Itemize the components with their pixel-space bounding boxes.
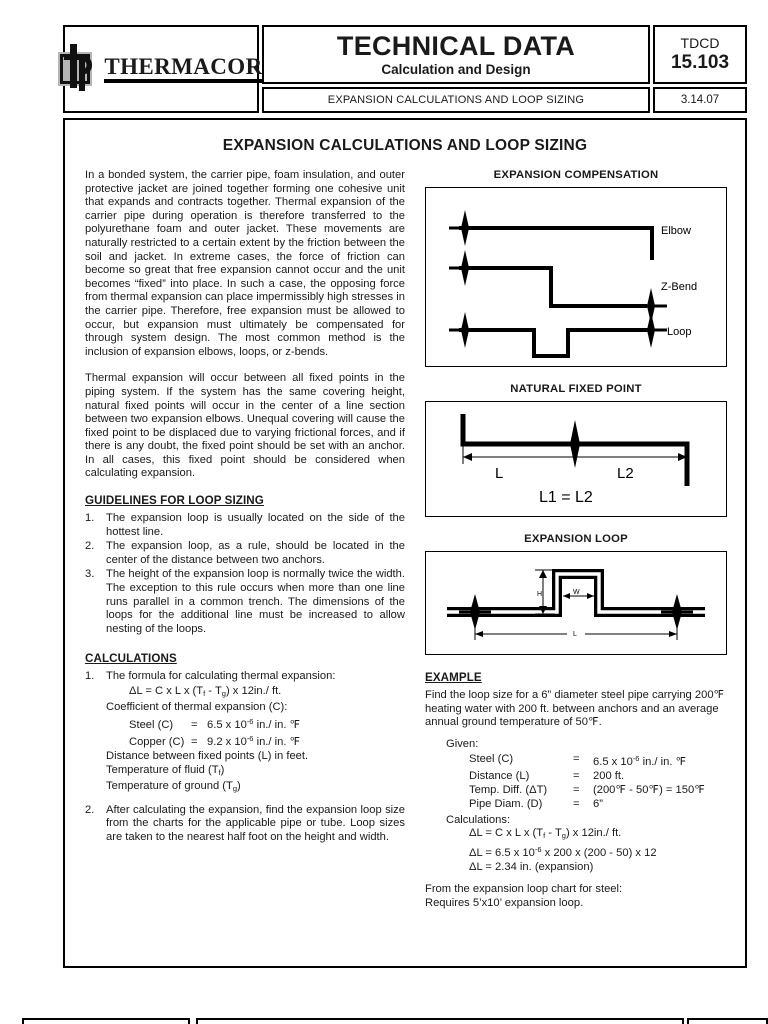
example-calc-line-2 [469,843,727,861]
list-marker: 1. [85,670,95,683]
steel-equals: = [191,718,198,731]
copper-value-pre: 9.2 x 10 [207,736,247,749]
example-calc-line-3: ΔL = 2.34 in. (expansion) [469,860,594,873]
figure-compensation-title: EXPANSION COMPENSATION [493,169,659,181]
figure-loop-title: EXPANSION LOOP [524,533,628,545]
figure-label-h: H [537,591,543,598]
given-label: Pipe Diam. (D) [469,797,543,810]
given-heading: Given: [446,737,479,750]
given-row [469,783,727,797]
figure-label-l: L [573,631,577,638]
list-text: The height of the expansion loop is normally twice the width. The exception to this rule occurs when more than one line runs parallel in a common trench. The dimensions of the loops for the additional line must be increased to allow nesting of the loops. [106,568,405,635]
calc-list-item-1 [85,670,405,684]
figure-natural-fixed-point [425,401,727,517]
ground-temp-post: ) [237,779,241,792]
list-item [85,512,405,539]
header-title-cell [262,25,650,84]
header-subtitle-text: EXPANSION CALCULATIONS AND LOOP SIZING [327,94,585,106]
list-item [85,540,405,567]
calc1-mid: - T [545,827,562,840]
given-label: Temp. Diff. (ΔT) [469,783,548,796]
coefficient-line: Coefficient of thermal expansion (C): [106,700,288,713]
figure-label-loop: Loop [667,326,692,338]
given-value: 200 ft. [593,769,625,782]
example-heading: EXAMPLE [425,671,482,684]
calc2-post: x 200 x (200 - 50) x 12 [541,847,657,860]
logo-cell [63,25,263,113]
copper-coefficient-row [129,732,405,750]
header-title-sub: Calculation and Design [381,62,531,78]
steel-value-post: in./ in. ℉ [253,718,301,731]
header-title-main: TECHNICAL DATA [336,30,576,61]
fluid-temp-post: ) [220,763,225,776]
copper-equals: = [191,736,198,749]
right-column [425,169,727,910]
given-equals: = [573,769,580,782]
fluid-temp-subscript: f [218,767,221,777]
given-label: Distance (L) [469,769,530,782]
given-row [469,797,727,811]
document-code-number: 15.103 [670,51,730,73]
calc1-pre: ΔL = C x L x (T [469,827,544,840]
guidelines-list [85,512,405,636]
formula-subscript-fluid: f [203,689,206,698]
list-text: The formula for calculating thermal expansion: [106,670,336,683]
calc2-pre: ΔL = 6.5 x 10 [469,847,535,860]
example-calc-line-1 [469,827,727,843]
expansion-formula [129,685,405,701]
next-page-code-cell [687,1018,768,1024]
header-middle-column [262,25,650,113]
list-marker: 1. [85,512,95,525]
figure-equation-l1-l2: L1 = L2 [539,489,593,506]
ground-temp-subscript: g [232,783,238,793]
fluid-temperature-definition [106,764,405,780]
given-equals: = [573,752,580,765]
formula-suffix: ) x 12in./ ft. [225,685,282,697]
calc-list-item-2 [85,804,405,845]
given-label: Steel (C) [469,752,514,765]
steel-value-pre: 6.5 x 10 [207,718,247,731]
list-text: The expansion loop is usually located on the side of the hottest line. [106,512,405,538]
example-conclusion-2: Requires 5’x10’ expansion loop. [425,896,584,909]
page-title: EXPANSION CALCULATIONS AND LOOP SIZING [222,137,588,154]
figure-fixed-point-title: NATURAL FIXED POINT [510,383,642,395]
logo-wordmark-wrap [104,55,262,83]
given-row [469,769,727,783]
header-right-column [653,25,747,113]
calculations-heading: CALCULATIONS [85,652,177,666]
list-marker: 3. [85,568,95,581]
copper-label: Copper (C) [129,736,185,749]
given-equals: = [573,783,580,796]
thermacor-tp-monogram-icon [55,42,101,97]
steel-value-exponent: -6 [246,716,254,726]
formula-subscript-ground: g [221,689,226,698]
guidelines-heading: GUIDELINES FOR LOOP SIZING [85,494,264,508]
document-code-cell [653,25,747,84]
header-subtitle-cell [262,87,650,113]
list-marker: 2. [85,803,95,816]
figure-label-l1: L [495,465,504,482]
calc2-exponent: -6 [534,845,542,855]
given-equals: = [573,797,580,810]
logo-underline-bar [104,79,262,83]
list-text: After calculating the expansion, find the expansion loop size from the charts for the applicable pipe or tube. Loop sizes are taken to the nearest half foot on the height and width. [106,803,405,843]
example-conclusion-1: From the expansion loop chart for steel: [425,882,623,895]
given-value-pre: 6.5 x 10 [593,755,633,768]
intro-paragraph-1: In a bonded system, the carrier pipe, foam insulation, and outer protective jacket are joined together forming one cohesive unit that expands and contracts together. Thermal expansion of the carrier pipe during operation is therefore transferred to the polyurethane foam and outer jacket. These movements are naturally restricted to a certain extent by the friction between the soil and jacket. In extreme cases, the force of friction can become so great that free expansion cannot occur and the unit becomes “fixed” into place. In such a case, the opposing force from thermal expansion can place impermissibly high stresses in the carrier pipe. Therefore, free expansion must be allowed to occur, but expansion must ultimately be compensated for through system design. The most common method is the inclusion of expansion elbows, loops, or z-bends. [85,169,405,358]
example-calc-heading: Calculations: [446,813,511,826]
left-column [85,169,405,910]
list-marker: 2. [85,540,95,553]
fluid-temp-pre: Temperature of fluid (T [106,763,219,776]
figure-label-w: W [573,589,580,596]
figure-expansion-compensation [425,187,727,367]
thermacor-logo [55,42,262,97]
formula-middle: - T [205,685,222,697]
content-box [63,118,747,968]
given-value [593,752,727,769]
steel-coefficient-row [129,715,405,733]
copper-value-post: in./ in. ℉ [253,736,301,749]
given-value-exponent: -6 [632,753,640,763]
ground-temperature-definition [106,780,405,796]
intro-paragraph-2: Thermal expansion will occur between all fixed points in the piping system. If the system has the same covering height, natural fixed points will occur in the center of a line section between two expansion elbows. Unequal covering will cause the fixed point to be displaced due to varying frictional forces, and if there is any doubt, the fixed point should be set with an anchor. In all cases, this fixed point should be considered when calculating expansion. [85,372,405,480]
figure-expansion-loop [425,551,727,655]
ground-temp-pre: Temperature of ground (T [106,779,233,792]
document-date-cell [653,87,747,113]
two-column-layout [65,169,745,910]
calc1-post: ) x 12in./ ft. [565,827,622,840]
figure-label-l2: L2 [617,465,634,482]
calc1-subscript-ground: g [561,831,566,841]
list-text: The expansion loop, as a rule, should be located in the center of the distance between two anchors. [106,540,405,566]
next-page-header-partial [0,1018,768,1024]
example-intro: Find the loop size for a 6” diameter steel pipe carrying 200℉ heating water with 200 ft. between anchors and an average annual ground temperature of 50℉. [425,689,725,729]
document-code-label: TDCD [680,34,720,51]
copper-value-exponent: -6 [246,734,254,744]
page-header [63,25,747,113]
given-rows [469,752,727,811]
figure-label-elbow: Elbow [661,225,691,237]
list-item [85,568,405,636]
given-value-post: in./ in. ℉ [639,755,687,768]
formula-prefix: ΔL = C x L x (T [129,685,204,697]
steel-label: Steel (C) [129,718,174,731]
given-value: (200℉ - 50℉) = 150℉ [593,783,705,796]
figure-label-zbend: Z-Bend [661,281,698,293]
next-page-logo-cell [22,1018,190,1024]
given-value: 6” [593,797,603,810]
document-date: 3.14.07 [680,94,720,106]
given-row [469,752,727,769]
calc1-subscript-fluid: f [543,831,546,841]
logo-wordmark: THERMACOR [104,54,263,79]
distance-definition: Distance between fixed points (L) in feet. [106,750,309,763]
next-page-title-cell [196,1018,684,1024]
